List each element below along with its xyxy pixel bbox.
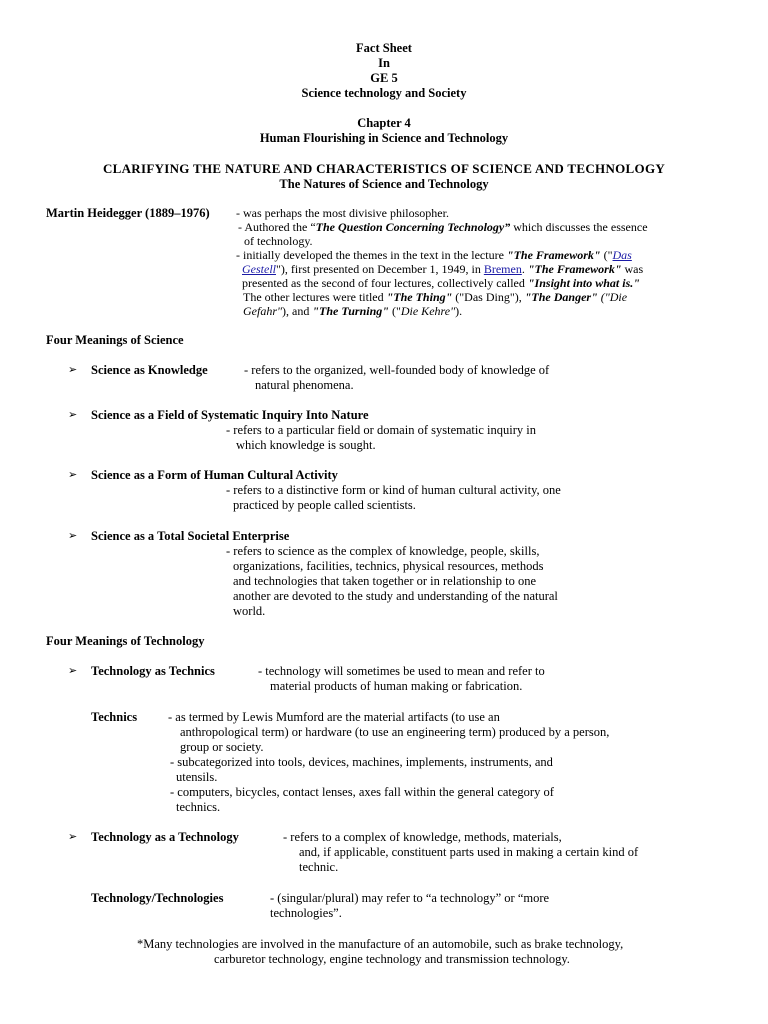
title-course-code: GE 5	[370, 71, 398, 85]
technology-item-1-line-1: - technology will sometimes be used to mean and refer to	[258, 664, 545, 678]
title-course-name: Science technology and Society	[301, 86, 467, 100]
technology-technologies-term: Technology/Technologies	[91, 891, 224, 905]
chapter-number: Chapter 4	[357, 116, 411, 130]
science-item-1-line-1: - refers to the organized, well-founded body of knowledge of	[244, 363, 550, 377]
heidegger-line-3: of technology.	[244, 234, 313, 248]
title-in: In	[378, 56, 390, 70]
science-item-4-title: Science as a Total Societal Enterprise	[91, 529, 290, 543]
science-item-3-title: Science as a Form of Human Cultural Activity	[91, 468, 338, 482]
chapter-title: Human Flourishing in Science and Technology	[259, 131, 509, 145]
title-fact-sheet: Fact Sheet	[356, 41, 412, 55]
arrow-bullet-icon: ➢	[68, 530, 78, 542]
arrow-bullet-icon: ➢	[68, 831, 78, 843]
heidegger-line-4: - initially developed the themes in the text in the lecture "The Framework" ("Das	[236, 248, 632, 262]
technology-item-1-line-2: material products of human making or fabrication.	[270, 679, 523, 693]
technology-technologies-line-1: - (singular/plural) may refer to “a technology” or “more	[270, 891, 550, 905]
technics-line-2: anthropological term) or hardware (to use an engineering term) produced by a person,	[180, 725, 610, 739]
technics-line-6: - computers, bicycles, contact lenses, axes fall within the general category of	[170, 785, 554, 799]
technology-heading: Four Meanings of Technology	[46, 634, 205, 648]
technics-line-3: group or society.	[180, 740, 264, 754]
science-item-2-line-2: which knowledge is sought.	[236, 438, 376, 452]
technology-item-1-title: Technology as Technics	[91, 664, 215, 678]
heidegger-line-8: Gefahr"), and "The Turning" ("Die Kehre").	[243, 304, 463, 318]
subsection-title: The Natures of Science and Technology	[279, 177, 489, 191]
science-item-1-title: Science as Knowledge	[91, 363, 208, 377]
heidegger-line-1: - was perhaps the most divisive philosopher.	[236, 206, 449, 220]
science-item-3-line-1: - refers to a distinctive form or kind of human cultural activity, one	[226, 483, 561, 497]
science-item-4-line-2: organizations, facilities, technics, physical resources, methods	[233, 559, 544, 573]
heidegger-line-7: The other lectures were titled "The Thing" ("Das Ding"), "The Danger" ("Die	[243, 290, 628, 304]
technics-line-4: - subcategorized into tools, devices, machines, implements, instruments, and	[170, 755, 553, 769]
automobile-note-line-2: carburetor technology, engine technology and transmission technology.	[214, 952, 570, 966]
science-item-4-line-5: world.	[233, 604, 266, 618]
science-item-4-line-3: and technologies that taken together or in relationship to one	[233, 574, 537, 588]
bremen-link[interactable]: Bremen	[483, 262, 522, 276]
science-item-2-line-1: - refers to a particular field or domain of systematic inquiry in	[226, 423, 536, 437]
science-item-1-line-2: natural phenomena.	[255, 378, 354, 392]
technology-item-2-title: Technology as a Technology	[91, 830, 239, 844]
technology-technologies-line-2: technologies”.	[270, 906, 342, 920]
heidegger-line-5: Gestell"), first presented on December 1, 1949, in Bremen. "The Framework" was	[242, 262, 644, 276]
heidegger-line-2: - Authored the “The Question Concerning Technology” which discusses the essence	[238, 220, 648, 234]
arrow-bullet-icon: ➢	[68, 665, 78, 677]
technics-term: Technics	[91, 710, 138, 724]
section-title: CLARIFYING THE NATURE AND CHARACTERISTICS OF SCIENCE AND TECHNOLOGY	[102, 161, 666, 176]
arrow-bullet-icon: ➢	[68, 469, 78, 481]
technics-line-5: utensils.	[176, 770, 218, 784]
science-item-2-title: Science as a Field of Systematic Inquiry Into Nature	[91, 408, 369, 422]
science-item-4-line-1: - refers to science as the complex of knowledge, people, skills,	[226, 544, 540, 558]
science-heading: Four Meanings of Science	[46, 333, 184, 347]
arrow-bullet-icon: ➢	[68, 364, 78, 376]
science-item-3-line-2: practiced by people called scientists.	[233, 498, 416, 512]
das-gestell-link[interactable]: Das	[612, 248, 632, 262]
technology-item-2-line-3: technic.	[299, 860, 339, 874]
science-item-4-line-4: another are devoted to the study and understanding of the natural	[233, 589, 558, 603]
technology-item-2-line-2: and, if applicable, constituent parts used in making a certain kind of	[299, 845, 639, 859]
technics-line-1: - as termed by Lewis Mumford are the material artifacts (to use an	[168, 710, 500, 724]
heidegger-name: Martin Heidegger (1889–1976)	[46, 206, 210, 220]
technology-item-2-line-1: - refers to a complex of knowledge, methods, materials,	[283, 830, 562, 844]
automobile-note-line-1: *Many technologies are involved in the manufacture of an automobile, such as brake technology,	[137, 937, 624, 951]
gestell-link[interactable]: Gestell	[242, 262, 276, 276]
arrow-bullet-icon: ➢	[68, 409, 78, 421]
heidegger-line-6: presented as the second of four lectures, collectively called "Insight into what is."	[242, 276, 640, 290]
technics-line-7: technics.	[176, 800, 221, 814]
